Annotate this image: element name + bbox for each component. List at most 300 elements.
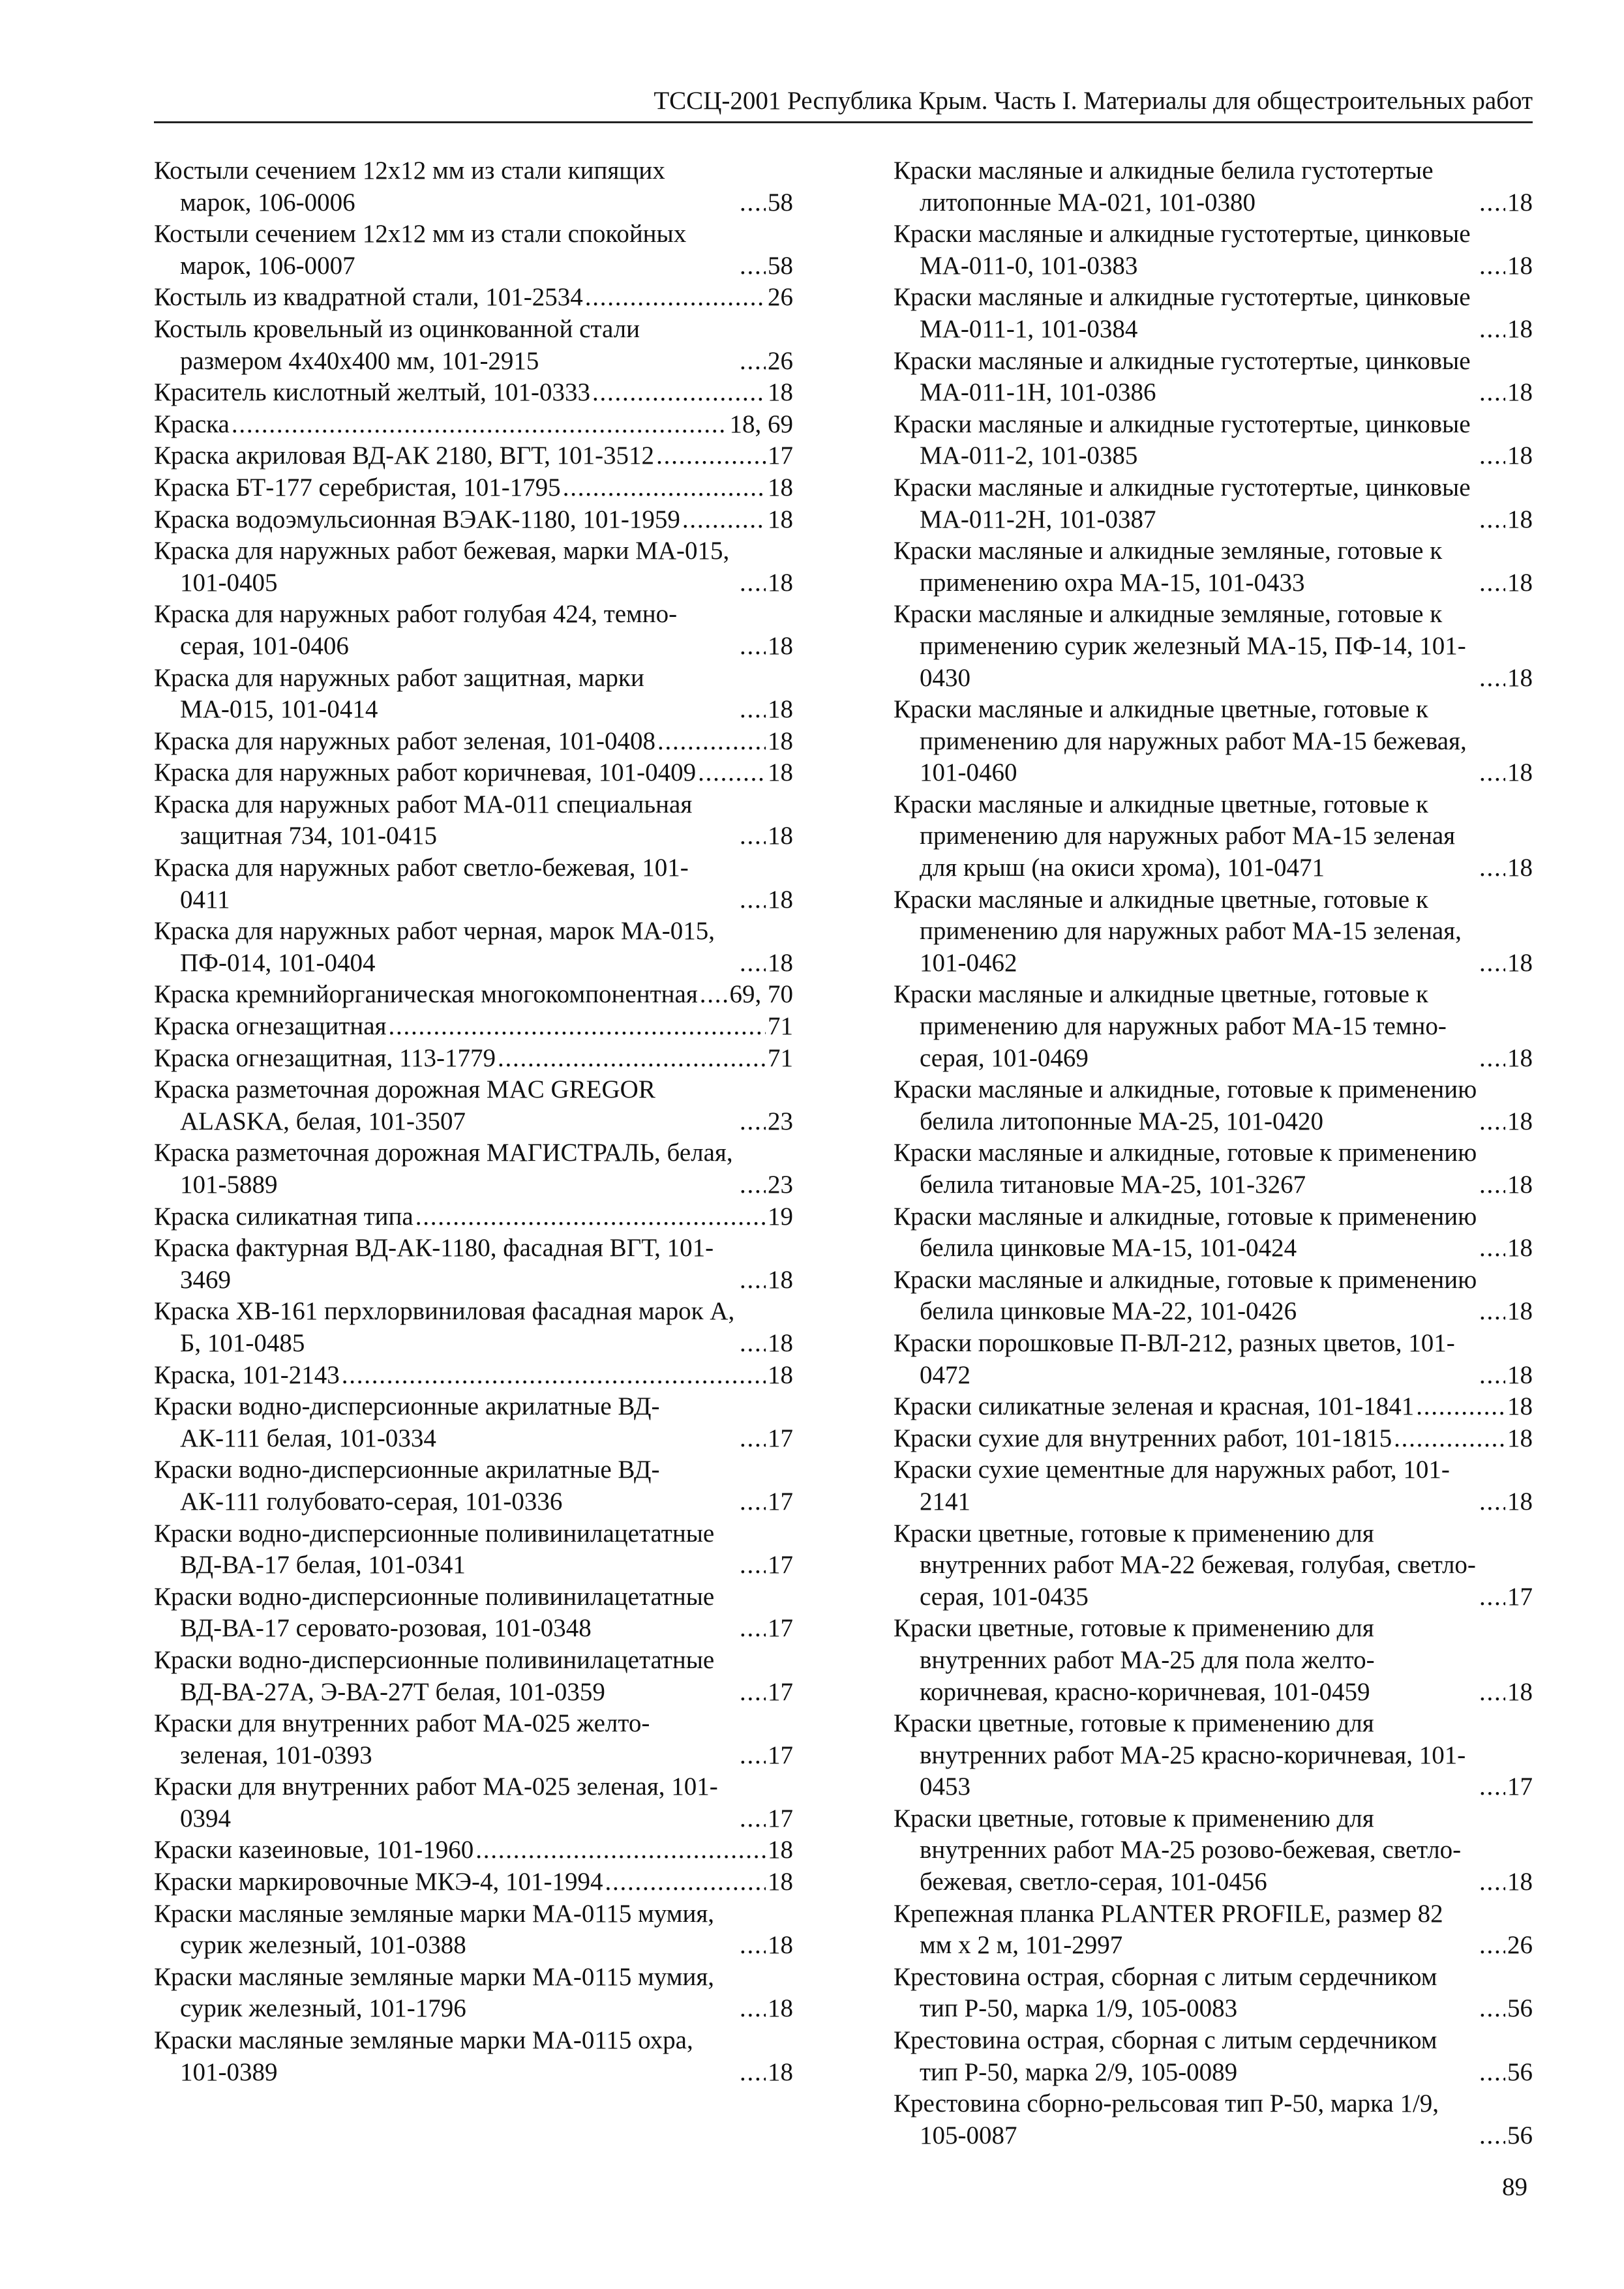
index-entry-line	[894, 1613, 1533, 1708]
index-entry-text: Краска для наружных работ зеленая, 101-0408	[154, 726, 655, 755]
index-entry-page: 17	[1507, 1773, 1533, 1801]
index-entry-line	[154, 1898, 793, 1962]
header-title: ТССЦ-2001 Республика Крым. Часть I. Материалы для общестроительных работ	[654, 87, 1533, 115]
dot-leader	[585, 282, 766, 314]
index-entry	[154, 1645, 793, 1708]
index-entry	[894, 1962, 1533, 2025]
index-entry-line	[154, 377, 793, 409]
index-entry	[894, 409, 1533, 472]
index-entry-line	[894, 599, 1533, 694]
index-entry-line	[894, 218, 1533, 282]
index-entry-line	[154, 979, 793, 1011]
index-entry-text: Краска для наружных работ защитная, марки МА-015, 101-0414	[154, 663, 644, 724]
index-entry-line	[154, 599, 793, 662]
index-entry	[894, 1423, 1533, 1455]
index-entry-text: Краски водно-дисперсионные поливинилацетатные ВД-ВА-27А, Э-ВА-27Т белая, 101-0359	[154, 1645, 715, 1706]
dot-leader	[740, 2057, 766, 2089]
index-entry-text: Краски цветные, готовые к применению для внутренних работ МА-25 для пола желто-коричневая, красно-коричневая, 101-0459	[894, 1614, 1375, 1706]
index-entry	[154, 852, 793, 916]
dot-leader	[1479, 1360, 1505, 1392]
index-entry-text: Краски сухие для внутренних работ, 101-1815	[894, 1424, 1392, 1452]
index-entry-page: 19	[768, 1202, 793, 1231]
index-entry-text: Краска для наружных работ МА-011 специальная защитная 734, 101-0415	[154, 790, 693, 850]
dot-leader	[1479, 187, 1505, 219]
index-entry-page: 17	[768, 1677, 793, 1706]
index-entry	[894, 282, 1533, 345]
index-entry-page: 18	[1507, 948, 1533, 977]
dot-leader	[1479, 1930, 1505, 1962]
index-entry-page: 26	[768, 283, 793, 312]
index-entry-line	[154, 1866, 793, 1898]
index-entry-page: 18	[1507, 378, 1533, 407]
index-entry-page: 18	[768, 1868, 793, 1896]
dot-leader	[740, 250, 766, 282]
dot-leader	[656, 440, 766, 472]
index-entry-line	[154, 1834, 793, 1866]
index-entry-line	[154, 155, 793, 218]
dot-leader	[740, 1677, 766, 1709]
dot-leader	[415, 1201, 766, 1233]
index-entry-line	[154, 1454, 793, 1518]
index-entry-line	[154, 1771, 793, 1834]
index-entry-line	[154, 663, 793, 726]
index-entry-page: 18	[768, 631, 793, 660]
index-entry-text: Костыль кровельный из оцинкованной стали размером 4х40х400 мм, 101-2915	[154, 314, 640, 375]
index-entry-page: 18	[1507, 1868, 1533, 1896]
index-entry-line	[894, 282, 1533, 345]
index-entry	[894, 1898, 1533, 1962]
index-entry-line	[894, 1391, 1533, 1423]
index-entry	[894, 1708, 1533, 1803]
index-entry-line	[154, 726, 793, 758]
index-entry-text: Краски масляные и алкидные, готовые к применению белила титановые МА-25, 101-3267	[894, 1139, 1477, 1199]
index-entry-line	[894, 2025, 1533, 2088]
index-entry-line	[154, 789, 793, 852]
index-entry-line	[154, 1137, 793, 1201]
index-entry-line	[894, 1962, 1533, 2025]
index-entry	[894, 346, 1533, 409]
index-entry-text: Краски цветные, готовые к применению для внутренних работ МА-25 розово-бежевая, светло-бежевая, светло-серая, 101-0456	[894, 1804, 1462, 1896]
dot-leader	[698, 757, 766, 789]
index-entry-page: 18	[768, 948, 793, 977]
dot-leader	[740, 1930, 766, 1962]
index-entry-line	[154, 1962, 793, 2025]
index-entry-page: 17	[768, 1741, 793, 1769]
dot-leader	[498, 1043, 766, 1075]
index-entry-line	[154, 1011, 793, 1043]
index-entry-text: Краски для внутренних работ МА-025 желто-зеленая, 101-0393	[154, 1709, 650, 1769]
index-entry-page: 18	[1507, 1171, 1533, 1199]
index-entry-text: Краска разметочная дорожная MAC GREGOR ALASKA, белая, 101-3507	[154, 1075, 655, 1135]
index-entry-page: 56	[1507, 1994, 1533, 2023]
index-entry	[154, 2025, 793, 2088]
index-entry-page: 18	[1507, 854, 1533, 882]
index-entry-text: Краски казеиновые, 101-1960	[154, 1836, 474, 1864]
index-entry-line	[154, 218, 793, 282]
index-entry-page: 18	[768, 1994, 793, 2023]
dot-leader	[1479, 504, 1505, 536]
index-entry	[894, 1328, 1533, 1391]
index-entry-page: 56	[1507, 2121, 1533, 2149]
index-entry-line	[154, 314, 793, 377]
index-entry-page: 18	[1507, 758, 1533, 787]
index-entry-page: 18	[1507, 1234, 1533, 1263]
dot-leader	[342, 1360, 766, 1392]
index-entry-line	[154, 282, 793, 314]
index-entry	[894, 2025, 1533, 2088]
index-entry-page: 18	[1507, 314, 1533, 343]
dot-leader	[740, 884, 766, 916]
index-entry	[894, 2088, 1533, 2151]
index-entry-page: 18	[1507, 505, 1533, 533]
index-entry-text: Краски цветные, готовые к применению для внутренних работ МА-22 бежевая, голубая, светло-серая, 101-0435	[894, 1519, 1476, 1611]
index-entry-line	[894, 1074, 1533, 1137]
index-entry	[154, 1771, 793, 1834]
index-entry-text: Костыли сечением 12х12 мм из стали кипящих марок, 106-0006	[154, 157, 665, 217]
index-entry-line	[154, 409, 793, 441]
index-entry	[154, 472, 793, 504]
index-entry-line	[894, 472, 1533, 535]
index-entry-line	[154, 1233, 793, 1296]
index-entry-line	[154, 535, 793, 599]
index-entry-line	[154, 1074, 793, 1137]
dot-leader	[1479, 2057, 1505, 2089]
index-entry-page: 17	[768, 1804, 793, 1833]
dot-leader	[605, 1866, 766, 1898]
dot-leader	[740, 1993, 766, 2025]
index-entry-text: Краски масляные и алкидные, готовые к применению белила цинковые МА-15, 101-0424	[894, 1202, 1477, 1263]
index-entry-line	[154, 504, 793, 536]
index-entry	[894, 599, 1533, 694]
index-entry-text: Краска кремнийорганическая многокомпонентная	[154, 980, 698, 1009]
dot-leader	[1479, 1233, 1505, 1264]
dot-leader	[740, 346, 766, 378]
index-entry	[894, 1264, 1533, 1328]
dot-leader	[388, 1011, 766, 1043]
index-entry-page: 18	[1507, 1360, 1533, 1389]
dot-leader	[592, 377, 766, 409]
index-entry-page: 18	[768, 885, 793, 914]
dot-leader	[1479, 948, 1505, 980]
dot-leader	[1479, 1106, 1505, 1138]
index-entry-text: Краска	[154, 410, 230, 438]
index-entry-page: 18	[768, 1328, 793, 1357]
index-entry-text: Краски водно-дисперсионные акрилатные ВД-АК-111 белая, 101-0334	[154, 1392, 660, 1452]
dot-leader	[740, 948, 766, 980]
index-entry-line	[894, 1803, 1533, 1898]
index-entry-line	[154, 852, 793, 916]
index-entry-text: Краски сухие цементные для наружных работ, 101-2141	[894, 1456, 1450, 1516]
index-entry-text: Краски масляные и алкидные цветные, готовые к применению для наружных работ МА-15 зеленая для крыш (на окиси хрома), 101-0471	[894, 790, 1456, 882]
index-entry-text: Краски для внутренних работ МА-025 зеленая, 101-0394	[154, 1773, 718, 1833]
index-entry-line	[154, 1296, 793, 1359]
index-entry-page: 18	[1507, 1107, 1533, 1135]
dot-leader	[740, 1803, 766, 1835]
index-entry-line	[894, 979, 1533, 1074]
index-entry-page: 58	[768, 188, 793, 217]
index-entry-text: Костыль из квадратной стали, 101-2534	[154, 283, 583, 312]
index-entry	[154, 504, 793, 536]
index-entry-page: 18	[1507, 1487, 1533, 1516]
dot-leader	[740, 1486, 766, 1518]
index-entry	[894, 694, 1533, 789]
index-entry-page: 17	[768, 441, 793, 470]
page-number: 89	[1502, 2173, 1527, 2201]
index-entry	[154, 1708, 793, 1771]
index-entry	[154, 1360, 793, 1392]
index-entry-text: Краски масляные и алкидные белила густотертые литопонные МА-021, 101-0380	[894, 157, 1434, 217]
dot-leader	[1479, 1866, 1505, 1898]
index-entry-line	[894, 1423, 1533, 1455]
index-entry	[894, 1518, 1533, 1613]
index-entry-page: 18	[768, 1360, 793, 1389]
index-entry-line	[154, 440, 793, 472]
index-entry	[154, 377, 793, 409]
index-entry	[154, 1454, 793, 1518]
index-entry-text: Краски масляные и алкидные земляные, готовые к применению сурик железный МА-15, ПФ-14, 101-0430	[894, 600, 1466, 692]
dot-leader	[1479, 2120, 1505, 2152]
dot-leader	[1479, 314, 1505, 346]
index-entry-text: Краски водно-дисперсионные поливинилацетатные ВД-ВА-17 серовато-розовая, 101-0348	[154, 1582, 715, 1643]
index-entry-page: 18	[768, 1265, 793, 1294]
dot-leader	[1479, 440, 1505, 472]
index-entry-page: 18	[1507, 1424, 1533, 1452]
index-entry-page: 18	[768, 726, 793, 755]
index-entry	[154, 1011, 793, 1043]
index-entry	[154, 314, 793, 377]
index-entry-line	[154, 757, 793, 789]
index-entry	[154, 1518, 793, 1581]
index-entry-page: 26	[1507, 1931, 1533, 1960]
index-column-right	[894, 155, 1533, 2151]
index-entry	[154, 979, 793, 1011]
index-entry-line	[154, 916, 793, 979]
index-entry-text: Краски масляные земляные марки МА-0115 мумия, сурик железный, 101-1796	[154, 1962, 715, 2023]
index-entry	[894, 1201, 1533, 1264]
index-entry-page: 18	[768, 473, 793, 501]
index-entry	[154, 1074, 793, 1137]
index-entry-text: Краска для наружных работ черная, марок МА-015, ПФ-014, 101-0404	[154, 917, 715, 977]
index-entry-line	[154, 1043, 793, 1075]
index-entry-text: Краска БТ-177 серебристая, 101-1795	[154, 473, 561, 501]
index-entry-text: Краски масляные и алкидные цветные, готовые к применению для наружных работ МА-15 бежевая, 101-0460	[894, 695, 1467, 787]
index-entry	[154, 599, 793, 662]
index-entry	[154, 1866, 793, 1898]
index-entry-page: 56	[1507, 2057, 1533, 2086]
dot-leader	[232, 409, 728, 441]
index-entry-line	[894, 694, 1533, 789]
dot-leader	[1479, 377, 1505, 409]
index-entry-page: 58	[768, 251, 793, 280]
dot-leader	[740, 694, 766, 726]
index-entry	[154, 916, 793, 979]
index-entry	[894, 1454, 1533, 1518]
index-entry-line	[894, 1137, 1533, 1201]
index-entry	[154, 1898, 793, 1962]
index-entry-page: 18	[1507, 441, 1533, 470]
index-entry-text: Краска огнезащитная	[154, 1012, 387, 1041]
index-entry	[154, 440, 793, 472]
index-entry-line	[154, 1391, 793, 1454]
index-entry-text: Краска для наружных работ голубая 424, темно-серая, 101-0406	[154, 600, 678, 660]
index-entry	[154, 218, 793, 282]
index-entry	[154, 757, 793, 789]
index-entry-text: Краска акриловая ВД-АК 2180, ВГТ, 101-3512	[154, 441, 655, 470]
index-entry-page: 18	[1507, 1392, 1533, 1421]
index-entry-page: 17	[768, 1487, 793, 1516]
index-entry	[894, 1613, 1533, 1708]
dot-leader	[740, 820, 766, 852]
dot-leader	[1416, 1391, 1505, 1423]
dot-leader	[740, 1328, 766, 1360]
index-entry-line	[894, 2088, 1533, 2151]
index-entry-text: Краски цветные, готовые к применению для внутренних работ МА-25 красно-коричневая, 101-0453	[894, 1709, 1466, 1801]
dot-leader	[1394, 1423, 1505, 1455]
index-entry-line	[894, 1518, 1533, 1613]
index-entry-page: 18	[768, 2057, 793, 2086]
index-entry-page: 18	[768, 695, 793, 724]
dot-leader	[1479, 1677, 1505, 1709]
index-entry-page: 23	[768, 1107, 793, 1135]
dot-leader	[1479, 1581, 1505, 1613]
index-entry-page: 17	[768, 1551, 793, 1579]
index-entry-text: Краски масляные и алкидные, готовые к применению белила цинковые МА-22, 101-0426	[894, 1265, 1477, 1326]
dot-leader	[1479, 1296, 1505, 1328]
index-entry-text: Краска, 101-2143	[154, 1360, 340, 1389]
index-entry-line	[154, 1518, 793, 1581]
index-entry-line	[894, 1328, 1533, 1391]
index-entry-page: 18	[1507, 188, 1533, 217]
index-entry-text: Краска огнезащитная, 113-1779	[154, 1043, 496, 1072]
index-entry	[894, 472, 1533, 535]
index-entry-page: 18	[768, 758, 793, 787]
index-entry-text: Краски масляные и алкидные густотертые, цинковые МА-011-1, 101-0384	[894, 283, 1471, 343]
index-entry-text: Краски масляные и алкидные густотертые, цинковые МА-011-2Н, 101-0387	[894, 473, 1471, 533]
index-entry	[154, 789, 793, 852]
index-entry	[154, 1834, 793, 1866]
dot-leader	[1479, 1486, 1505, 1518]
index-entry-page: 17	[1507, 1582, 1533, 1611]
index-column-left	[154, 155, 793, 2088]
index-entry-text: Краска для наружных работ коричневая, 101-0409	[154, 758, 697, 787]
index-entry-text: Краски масляные и алкидные земляные, готовые к применению охра МА-15, 101-0433	[894, 537, 1443, 597]
index-entry	[154, 1391, 793, 1454]
index-entry-page: 26	[768, 346, 793, 375]
index-entry-page: 71	[768, 1012, 793, 1041]
index-entry-text: Краски порошковые П-ВЛ-212, разных цветов, 101-0472	[894, 1328, 1455, 1389]
index-entry	[894, 789, 1533, 884]
index-entry-text: Краски масляные земляные марки МА-0115 охра, 101-0389	[154, 2026, 693, 2086]
index-entry-line	[894, 1264, 1533, 1328]
index-entry	[154, 726, 793, 758]
dot-leader	[1479, 1169, 1505, 1201]
index-entry-text: Краска для наружных работ бежевая, марки МА-015, 101-0405	[154, 537, 730, 597]
index-entry-line	[154, 1645, 793, 1708]
index-entry-text: Краски масляные земляные марки МА-0115 мумия, сурик железный, 101-0388	[154, 1899, 715, 1960]
index-entry-line	[894, 1454, 1533, 1518]
dot-leader	[740, 567, 766, 599]
dot-leader	[475, 1834, 766, 1866]
dot-leader	[682, 504, 766, 536]
index-entry-page: 23	[768, 1171, 793, 1199]
dot-leader	[1479, 1771, 1505, 1803]
index-entry-page: 69, 70	[729, 980, 793, 1009]
dot-leader	[740, 1549, 766, 1581]
index-entry-page: 71	[768, 1043, 793, 1072]
index-entry-page: 18	[768, 378, 793, 407]
index-entry-page: 18	[768, 568, 793, 597]
dot-leader	[740, 631, 766, 663]
index-entry-text: Краски масляные и алкидные густотертые, цинковые МА-011-0, 101-0383	[894, 220, 1471, 280]
dot-leader	[1479, 1043, 1505, 1075]
index-entry-line	[894, 1898, 1533, 1962]
index-entry-line	[894, 789, 1533, 884]
index-entry	[894, 1803, 1533, 1898]
index-entry-page: 18	[768, 822, 793, 850]
index-entry-text: Краски водно-дисперсионные акрилатные ВД-АК-111 голубовато-серая, 101-0336	[154, 1456, 660, 1516]
index-entry	[894, 1137, 1533, 1201]
index-entry-text: Краска фактурная ВД-АК-1180, фасадная ВГТ, 101-3469	[154, 1234, 714, 1294]
index-entry-line	[154, 1201, 793, 1233]
index-entry-line	[154, 1581, 793, 1645]
index-entry-text: Краски масляные и алкидные цветные, готовые к применению для наружных работ МА-15 зеленая, 101-0462	[894, 885, 1462, 977]
index-entry	[154, 409, 793, 441]
index-entry-line	[894, 346, 1533, 409]
index-entry-text: Крестовина острая, сборная с литым сердечником тип Р-50, марка 1/9, 105-0083	[894, 1962, 1437, 2023]
index-entry	[154, 1201, 793, 1233]
dot-leader	[1479, 1993, 1505, 2025]
index-entry-page: 18	[768, 1931, 793, 1960]
index-entry	[154, 1962, 793, 2025]
index-entry-text: Краситель кислотный желтый, 101-0333	[154, 378, 590, 407]
dot-leader	[740, 1613, 766, 1645]
dot-leader	[700, 979, 728, 1011]
index-entry-line	[894, 884, 1533, 980]
index-entry	[154, 1581, 793, 1645]
dot-leader	[740, 187, 766, 219]
index-entry-text: Краска силикатная типа	[154, 1202, 414, 1231]
index-entry-line	[894, 1708, 1533, 1803]
dot-leader	[740, 1740, 766, 1772]
index-entry	[154, 282, 793, 314]
index-entry-line	[894, 409, 1533, 472]
index-entry	[154, 535, 793, 599]
dot-leader	[1479, 663, 1505, 695]
index-entry-page: 18	[1507, 251, 1533, 280]
index-entry-text: Краски масляные и алкидные густотертые, цинковые МА-011-1Н, 101-0386	[894, 346, 1471, 407]
index-entry	[894, 1074, 1533, 1137]
index-entry	[894, 884, 1533, 980]
index-entry	[154, 1137, 793, 1201]
dot-leader	[740, 1106, 766, 1138]
index-entry-line	[154, 1708, 793, 1771]
dot-leader	[1479, 250, 1505, 282]
dot-leader	[740, 1423, 766, 1455]
index-entry	[154, 663, 793, 726]
index-entry-text: Краски масляные и алкидные цветные, готовые к применению для наружных работ МА-15 темно-серая, 101-0469	[894, 980, 1447, 1072]
index-entry-text: Краска водоэмульсионная ВЭАК-1180, 101-1959	[154, 505, 680, 533]
index-entry	[894, 979, 1533, 1074]
index-entry	[154, 155, 793, 218]
dot-leader	[657, 726, 766, 758]
index-entry	[154, 1043, 793, 1075]
index-entry-page: 18	[1507, 1677, 1533, 1706]
index-entry-text: Крепежная планка PLANTER PROFILE, размер 82 мм х 2 м, 101-2997	[894, 1899, 1443, 1960]
index-entry-page: 18	[768, 1836, 793, 1864]
dot-leader	[740, 1169, 766, 1201]
index-entry-text: Краска для наружных работ светло-бежевая, 101-0411	[154, 854, 689, 914]
dot-leader	[1479, 757, 1505, 789]
